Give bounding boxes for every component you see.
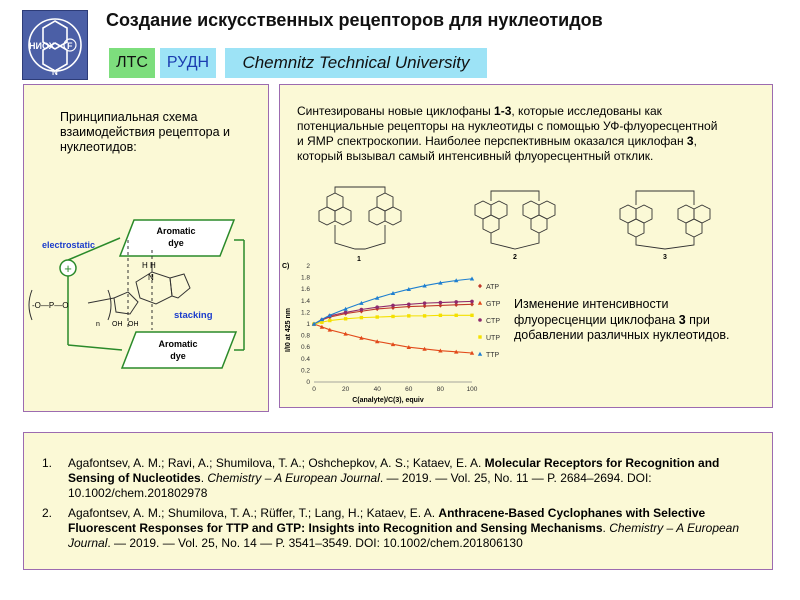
x-tick-label: 20 bbox=[341, 386, 350, 393]
data-point bbox=[455, 314, 458, 317]
y-tick-label: 0.6 bbox=[300, 344, 310, 352]
data-point bbox=[391, 315, 394, 318]
electrostatic-label: electrostatic bbox=[42, 240, 96, 250]
amine-label: H H bbox=[142, 261, 156, 270]
data-point bbox=[478, 352, 482, 356]
data-point bbox=[407, 302, 411, 306]
logo-text: НИОХ bbox=[29, 41, 55, 51]
stacking-label: stacking bbox=[174, 310, 213, 321]
data-point bbox=[478, 318, 482, 322]
x-tick-label: 100 bbox=[466, 386, 478, 393]
dye-bottom-label-2: dye bbox=[170, 351, 186, 361]
intro-part: , которые исследованы как потенциальные рецепторы на нуклеотиды с помощью УФ-флуоресцентной и ЯМР спектроскопии. Наиболее перспективным оказался циклофан bbox=[297, 104, 718, 148]
compound-2-label: 2 bbox=[513, 254, 517, 261]
data-point bbox=[454, 300, 458, 304]
phosphate-label: -O—P—O bbox=[32, 301, 69, 310]
x-tick-label: 40 bbox=[373, 386, 381, 393]
reference-item bbox=[68, 456, 758, 501]
data-point bbox=[344, 317, 347, 320]
y-tick-label: 0.8 bbox=[300, 332, 310, 340]
x-tick-label: 60 bbox=[405, 386, 413, 393]
ref-journal: Chemistry – A European Journal bbox=[68, 521, 740, 550]
scheme-caption: Принципиальная схема взаимодействия рецептора и нуклеотидов: bbox=[60, 110, 231, 154]
plus-sign: + bbox=[64, 261, 72, 276]
y-tick-label: 0.4 bbox=[300, 355, 310, 363]
chart-series-group bbox=[312, 277, 474, 355]
legend-label: UTP bbox=[486, 335, 500, 342]
y-tick-label: 2 bbox=[306, 263, 310, 270]
oh-label-1: OH bbox=[112, 321, 123, 328]
intro-part-bold: 3 bbox=[686, 134, 694, 148]
n-atom-label: N bbox=[148, 273, 154, 282]
reference-number: 1. bbox=[42, 456, 53, 470]
y-tick-label: 1.8 bbox=[300, 274, 310, 282]
data-point bbox=[470, 300, 474, 304]
dye-top-label-1: Aromatic bbox=[156, 226, 196, 236]
chart-axes bbox=[301, 263, 478, 393]
ref-journal: Chemistry – A European Journal bbox=[207, 471, 380, 485]
intro-paragraph bbox=[297, 104, 727, 164]
data-point bbox=[344, 311, 348, 315]
data-point bbox=[375, 305, 379, 309]
ref-part: . bbox=[200, 471, 208, 485]
chart-caption bbox=[514, 297, 764, 344]
intro-part-bold: 1-3 bbox=[494, 104, 512, 118]
data-point bbox=[423, 301, 427, 305]
tag-chemnitz: Chemnitz Technical University bbox=[225, 48, 487, 78]
compound-1-label: 1 bbox=[357, 256, 361, 263]
page-title: Создание искусственных рецепторов для нуклеотидов bbox=[106, 10, 603, 30]
ref-part: . — 2019. — Vol. 25, No. 11 — P. 2684–2694. DOI: 10.1002/chem.201802978 bbox=[68, 471, 652, 500]
legend-label: ATP bbox=[486, 284, 500, 291]
dye-bottom-label-1: Aromatic bbox=[158, 339, 198, 349]
intro-part: Синтезированы новые циклофаны bbox=[297, 104, 495, 118]
chart-legend bbox=[478, 284, 501, 359]
fluorescence-chart bbox=[282, 258, 512, 406]
dye-top-label-2: dye bbox=[168, 238, 184, 248]
data-point bbox=[360, 308, 364, 312]
data-point bbox=[376, 315, 379, 318]
y-tick-label: 0.2 bbox=[300, 367, 310, 375]
reference-item bbox=[68, 506, 758, 551]
reference-number: 2. bbox=[42, 506, 53, 520]
n-subscript: n bbox=[96, 321, 100, 328]
x-tick-label: 80 bbox=[436, 386, 445, 393]
data-point bbox=[423, 314, 426, 317]
compound-2-structure bbox=[465, 185, 565, 263]
dye-bottom-shape bbox=[122, 332, 236, 368]
logo-emblem-icon bbox=[23, 11, 87, 79]
data-point bbox=[360, 316, 363, 319]
data-point bbox=[439, 301, 443, 305]
oh-label-2: OH bbox=[128, 321, 139, 328]
y-tick-label: 1.4 bbox=[300, 297, 310, 305]
institute-logo bbox=[22, 10, 88, 80]
tag-lts: ЛТС bbox=[109, 48, 155, 78]
compound-1-structure bbox=[305, 185, 415, 265]
ref-part: Agafontsev, A. M.; Ravi, A.; Shumilova, T. A.; Oshchepkov, A. S.; Kataev, E. A. bbox=[68, 456, 485, 470]
legend-label: GTP bbox=[486, 301, 501, 308]
data-point bbox=[407, 314, 410, 317]
chart-xlabel: C(analyte)/C(3), equiv bbox=[352, 397, 424, 404]
ref-part: . bbox=[602, 521, 610, 535]
data-point bbox=[478, 335, 481, 338]
data-point bbox=[328, 319, 331, 322]
chart-caption-part-bold: 3 bbox=[678, 312, 686, 327]
series-line-gtp bbox=[314, 324, 472, 353]
x-tick-label: 0 bbox=[312, 386, 316, 393]
receptor-scheme-diagram bbox=[24, 210, 268, 380]
chart-panel-label: C) bbox=[282, 263, 290, 270]
logo-letter-f: F bbox=[67, 41, 73, 51]
data-point bbox=[439, 314, 442, 317]
chart-caption-part: Изменение интенсивности флуоресценции циклофана bbox=[514, 297, 679, 327]
data-point bbox=[478, 301, 482, 305]
ref-title: Anthracene-Based Cyclophanes with Selective Fluorescent Responses for TTP and GTP: Insights into Recognition and Sensing Mechanisms bbox=[68, 506, 706, 535]
tag-rudn: РУДН bbox=[160, 48, 216, 78]
compound-3-structure bbox=[610, 185, 720, 263]
y-tick-label: 1 bbox=[306, 321, 310, 328]
legend-label: TTP bbox=[486, 352, 500, 359]
data-point bbox=[470, 314, 473, 317]
ref-part: Agafontsev, A. M.; Shumilova, T. A.; Rüffer, T.; Lang, H.; Kataev, E. A. bbox=[68, 506, 439, 520]
intro-part: , который вызывал самый интенсивный флуоресцентный отклик. bbox=[297, 134, 697, 163]
ref-part: . — 2019. — Vol. 25, No. 14 — P. 3541–3549. DOI: 10.1002/chem.201806130 bbox=[107, 536, 523, 550]
y-tick-label: 1.2 bbox=[300, 309, 310, 317]
logo-letter-n: N bbox=[52, 68, 58, 77]
data-point bbox=[391, 304, 395, 308]
y-tick-label: 1.6 bbox=[300, 286, 310, 294]
data-point bbox=[478, 284, 482, 288]
legend-label: CTP bbox=[486, 318, 500, 325]
chart-ylabel: I/I0 at 425 nm bbox=[285, 308, 292, 352]
compound-3-label: 3 bbox=[663, 254, 667, 261]
ref-title: Molecular Receptors for Recognition and Sensing of Nucleotides bbox=[68, 456, 720, 485]
y-tick-label: 0 bbox=[306, 379, 310, 386]
chart-caption-part: при добавлении различных нуклеотидов. bbox=[514, 312, 730, 342]
